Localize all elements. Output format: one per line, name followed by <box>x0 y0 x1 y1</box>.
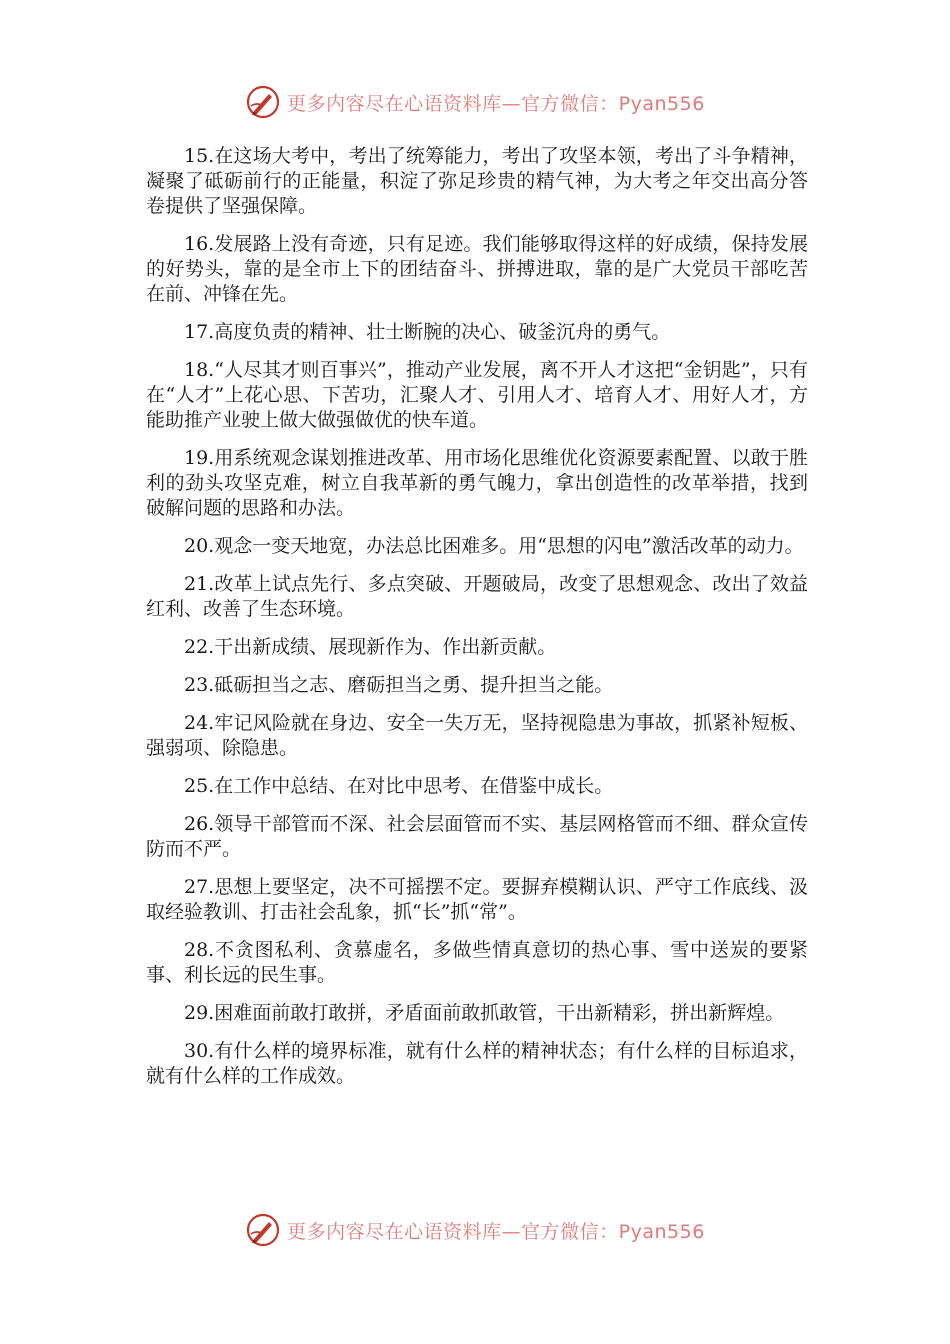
paragraph-29: 29.困难面前敢打敢拼，矛盾面前敢抓敢管，干出新精彩，拼出新辉煌。 <box>184 1002 785 1024</box>
paragraph-25: 25.在工作中总结、在对比中思考、在借鉴中成长。 <box>184 775 614 797</box>
header-banner-text: 更多内容尽在心语资料库—官方微信：Pyan556 <box>287 92 705 115</box>
paragraph-28: 28.不贪图私利、贪慕虚名，多做些情真意切的热心事、雪中送炭的要紧事、利长远的民生事。 <box>146 939 808 986</box>
paragraph-22: 22.干出新成绩、展现新作为、作出新贡献。 <box>184 636 557 658</box>
pen-logo-icon <box>245 84 281 120</box>
header-banner <box>0 80 950 124</box>
paragraph-20: 20.观念一变天地宽，办法总比困难多。用“思想的闪电”激活改革的动力。 <box>184 535 804 557</box>
paragraph-26: 26.领导干部管而不深、社会层面管而不实、基层网格管而不细、群众宣传防而不严。 <box>146 813 808 860</box>
paragraph-16: 16.发展路上没有奇迹，只有足迹。我们能够取得这样的好成绩，保持发展的好势头，靠的是全市上下的团结奋斗、拼搏进取，靠的是广大党员干部吃苦在前、冲锋在先。 <box>146 233 808 305</box>
paragraph-18: 18.“人尽其才则百事兴”，推动产业发展，离不开人才这把“金钥匙”，只有在“人才”上花心思、下苦功，汇聚人才、引用人才、培育人才、用好人才，方能助推产业驶上做大做强做优的快车道。 <box>146 359 808 431</box>
footer-banner-text: 更多内容尽在心语资料库—官方微信：Pyan556 <box>287 1220 705 1243</box>
footer-banner <box>0 1208 950 1252</box>
paragraph-24: 24.牢记风险就在身边、安全一失万无，坚持视隐患为事故，抓紧补短板、强弱项、除隐患。 <box>146 712 808 759</box>
paragraph-15: 15.在这场大考中，考出了统筹能力，考出了攻坚本领，考出了斗争精神，凝聚了砥砺前行的正能量，积淀了弥足珍贵的精气神，为大考之年交出高分答卷提供了坚强保障。 <box>146 145 808 217</box>
paragraph-19: 19.用系统观念谋划推进改革、用市场化思维优化资源要素配置、以敢于胜利的劲头攻坚克难，树立自我革新的勇气魄力，拿出创造性的改革举措，找到破解问题的思路和办法。 <box>146 447 808 519</box>
paragraph-30: 30.有什么样的境界标准，就有什么样的精神状态；有什么样的目标追求，就有什么样的工作成效。 <box>146 1040 808 1087</box>
paragraph-27: 27.思想上要坚定，决不可摇摆不定。要摒弃模糊认识、严守工作底线、汲取经验教训、打击社会乱象，抓“长”抓“常”。 <box>146 876 808 923</box>
document-body <box>146 144 808 1102</box>
pen-logo-icon <box>245 1212 281 1248</box>
paragraph-23: 23.砥砺担当之志、磨砺担当之勇、提升担当之能。 <box>184 674 614 696</box>
paragraph-21: 21.改革上试点先行、多点突破、开题破局，改变了思想观念、改出了效益红利、改善了生态环境。 <box>146 573 808 620</box>
paragraph-17: 17.高度负责的精神、壮士断腕的决心、破釜沉舟的勇气。 <box>184 321 671 343</box>
